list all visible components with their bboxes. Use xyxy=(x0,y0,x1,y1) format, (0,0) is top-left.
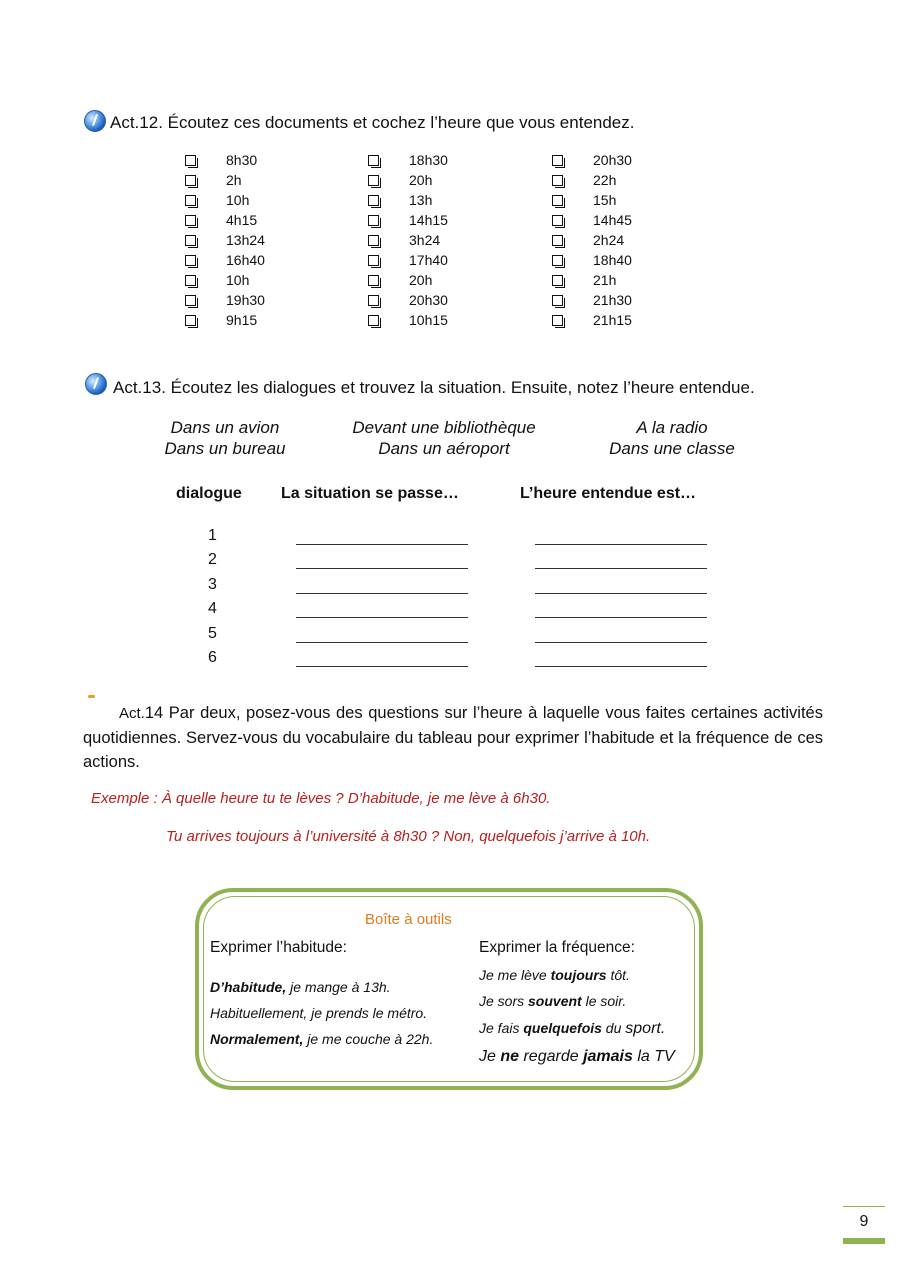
freq-text: tôt. xyxy=(606,967,630,983)
habit-heading: Exprimer l’habitude: xyxy=(210,939,347,956)
time-option[interactable] xyxy=(185,250,265,270)
checkbox[interactable] xyxy=(552,235,563,246)
time-option[interactable] xyxy=(185,170,265,190)
time-label: 20h xyxy=(409,272,433,288)
freq-keyword: jamais xyxy=(583,1048,633,1065)
time-label: 2h xyxy=(226,172,242,188)
situation-option: Dans un aéroport xyxy=(378,439,510,458)
time-option[interactable] xyxy=(552,210,632,230)
frequency-line xyxy=(479,1048,675,1066)
time-label: 16h40 xyxy=(226,252,265,268)
time-option[interactable] xyxy=(552,310,632,330)
habit-keyword: D’habitude, xyxy=(210,979,287,995)
act13-title: Act.13. Écoutez les dialogues et trouvez la situation. Ensuite, notez l’heure entendue. xyxy=(113,378,755,397)
checkbox[interactable] xyxy=(185,295,196,306)
time-label: 22h xyxy=(593,172,617,188)
time-option[interactable] xyxy=(185,190,265,210)
habit-text: je me couche à 22h. xyxy=(303,1031,434,1047)
freq-keyword: ne xyxy=(500,1048,520,1065)
checkbox[interactable] xyxy=(552,215,563,226)
header-time: L’heure entendue est… xyxy=(520,485,697,502)
freq-text: Je sors xyxy=(479,993,529,1009)
situation-answer-line[interactable] xyxy=(296,617,468,618)
freq-keyword: souvent xyxy=(528,993,582,1009)
time-label: 13h24 xyxy=(226,232,265,248)
checkbox[interactable] xyxy=(185,275,196,286)
dialogue-number: 6 xyxy=(208,649,217,666)
time-option[interactable] xyxy=(552,290,632,310)
time-option[interactable] xyxy=(368,170,448,190)
example-1: Exemple : À quelle heure tu te lèves ? D’habitude, je me lève à 6h30. xyxy=(91,790,551,807)
checkbox[interactable] xyxy=(185,215,196,226)
checkbox[interactable] xyxy=(185,155,196,166)
time-option[interactable] xyxy=(552,230,632,250)
checkbox[interactable] xyxy=(552,315,563,326)
situation-option: A la radio xyxy=(636,418,708,437)
time-label: 10h xyxy=(226,192,250,208)
time-option[interactable] xyxy=(368,310,448,330)
checkbox[interactable] xyxy=(552,275,563,286)
act12-column-2 xyxy=(368,150,448,330)
time-label: 14h45 xyxy=(593,212,632,228)
freq-text: le soir. xyxy=(581,993,627,1009)
checkbox[interactable] xyxy=(185,315,196,326)
example-2: Tu arrives toujours à l’université à 8h30 ? Non, quelquefois j’arrive à 10h. xyxy=(166,828,651,845)
freq-text: Je fais xyxy=(479,1020,524,1036)
situation-answer-line[interactable] xyxy=(296,544,468,545)
checkbox[interactable] xyxy=(368,215,379,226)
time-label: 21h15 xyxy=(593,312,632,328)
situation-option: Dans un avion xyxy=(170,418,280,437)
toolbox-title: Boîte à outils xyxy=(365,911,452,928)
checkbox[interactable] xyxy=(368,155,379,166)
time-option[interactable] xyxy=(552,170,632,190)
habit-text: je mange à 13h. xyxy=(286,979,391,995)
time-label: 2h24 xyxy=(593,232,625,248)
header-dialogue: dialogue xyxy=(176,485,242,502)
time-option[interactable] xyxy=(185,310,265,330)
time-label: 17h40 xyxy=(409,252,448,268)
situation-answer-line[interactable] xyxy=(296,642,468,643)
time-label: 10h15 xyxy=(409,312,448,328)
habit-line xyxy=(210,1005,427,1021)
audio-cd-icon xyxy=(84,110,106,132)
time-option[interactable] xyxy=(368,190,448,210)
act14-label: Act. xyxy=(119,705,145,722)
situation-option: Dans un bureau xyxy=(164,439,286,458)
time-option[interactable] xyxy=(368,150,448,170)
time-label: 21h xyxy=(593,272,617,288)
frequency-line xyxy=(479,1020,665,1038)
time-option[interactable] xyxy=(368,270,448,290)
page-number-rule-top xyxy=(843,1206,885,1207)
freq-text: regarde xyxy=(519,1048,584,1065)
checkbox[interactable] xyxy=(368,175,379,186)
habit-text: Habituellement, je prends le métro. xyxy=(210,1005,428,1021)
checkbox[interactable] xyxy=(185,195,196,206)
frequency-line xyxy=(479,993,626,1009)
time-answer-line[interactable] xyxy=(535,617,707,618)
freq-text: sport. xyxy=(625,1020,666,1037)
decorative-mark xyxy=(88,695,95,698)
time-label: 3h24 xyxy=(409,232,441,248)
checkbox[interactable] xyxy=(552,255,563,266)
time-label: 9h15 xyxy=(226,312,258,328)
time-answer-line[interactable] xyxy=(535,544,707,545)
time-label: 18h40 xyxy=(593,252,632,268)
time-label: 15h xyxy=(593,192,617,208)
time-answer-line[interactable] xyxy=(535,642,707,643)
time-option[interactable] xyxy=(185,290,265,310)
time-option[interactable] xyxy=(185,230,265,250)
checkbox[interactable] xyxy=(185,235,196,246)
time-option[interactable] xyxy=(368,230,448,250)
situation-answer-line[interactable] xyxy=(296,568,468,569)
time-label: 20h xyxy=(409,172,433,188)
freq-keyword: toujours xyxy=(550,967,607,983)
dialogue-number: 3 xyxy=(208,575,217,593)
time-option[interactable] xyxy=(552,150,632,170)
dialogue-number: 4 xyxy=(208,600,217,618)
habit-line xyxy=(210,979,391,995)
act12-column-1 xyxy=(185,150,265,330)
checkbox[interactable] xyxy=(368,235,379,246)
time-label: 19h30 xyxy=(226,292,265,308)
time-option[interactable] xyxy=(185,150,265,170)
situation-answer-line[interactable] xyxy=(296,666,468,667)
freq-text: la TV xyxy=(632,1048,675,1065)
habit-keyword: Normalement, xyxy=(210,1031,304,1047)
header-situation: La situation se passe… xyxy=(281,485,459,502)
time-option[interactable] xyxy=(368,290,448,310)
audio-cd-icon xyxy=(85,373,107,395)
freq-text: Je xyxy=(479,1048,501,1065)
time-option[interactable] xyxy=(185,210,265,230)
page-number: 9 xyxy=(859,1213,869,1230)
time-label: 8h30 xyxy=(226,152,258,168)
freq-text: du xyxy=(601,1020,626,1036)
act14-paragraph xyxy=(83,701,823,774)
page-number-rule-bottom xyxy=(843,1238,885,1244)
time-option[interactable] xyxy=(368,250,448,270)
checkbox[interactable] xyxy=(552,195,563,206)
checkbox[interactable] xyxy=(368,315,379,326)
time-option[interactable] xyxy=(185,270,265,290)
checkbox[interactable] xyxy=(185,175,196,186)
time-option[interactable] xyxy=(552,250,632,270)
time-label: 20h30 xyxy=(593,152,632,168)
frequency-line xyxy=(479,967,630,983)
dialogue-number: 5 xyxy=(208,624,217,642)
freq-keyword: quelquefois xyxy=(523,1020,602,1036)
act12-column-3 xyxy=(552,150,632,330)
freq-text: Je me lève xyxy=(479,967,551,983)
time-label: 21h30 xyxy=(593,292,632,308)
act14-text: 14 Par deux, posez-vous des questions sur l’heure à laquelle vous faites certaines activités quotidiennes. Servez-vous du vocabulaire du tableau pour exprimer l’habitude et la fréquence de ces actions. xyxy=(83,704,823,771)
time-option[interactable] xyxy=(368,210,448,230)
dialogue-number: 2 xyxy=(208,551,217,569)
time-label: 10h xyxy=(226,272,250,288)
time-label: 13h xyxy=(409,192,433,208)
time-option[interactable] xyxy=(552,270,632,290)
time-label: 18h30 xyxy=(409,152,448,168)
habit-line xyxy=(210,1031,433,1047)
checkbox[interactable] xyxy=(368,275,379,286)
checkbox[interactable] xyxy=(368,255,379,266)
situation-answer-line[interactable] xyxy=(296,593,468,594)
checkbox[interactable] xyxy=(185,255,196,266)
time-label: 14h15 xyxy=(409,212,448,228)
time-label: 20h30 xyxy=(409,292,448,308)
checkbox[interactable] xyxy=(368,195,379,206)
time-label: 4h15 xyxy=(226,212,258,228)
time-answer-line[interactable] xyxy=(535,666,707,667)
act12-title: Act.12. Écoutez ces documents et cochez l’heure que vous entendez. xyxy=(110,113,635,132)
time-answer-line[interactable] xyxy=(535,593,707,594)
checkbox[interactable] xyxy=(552,295,563,306)
time-option[interactable] xyxy=(552,190,632,210)
frequency-heading: Exprimer la fréquence: xyxy=(479,939,635,956)
dialogue-number: 1 xyxy=(208,527,217,544)
situation-option: Devant une bibliothèque xyxy=(352,418,536,437)
situation-option: Dans une classe xyxy=(609,439,735,458)
checkbox[interactable] xyxy=(552,175,563,186)
checkbox[interactable] xyxy=(552,155,563,166)
checkbox[interactable] xyxy=(368,295,379,306)
time-answer-line[interactable] xyxy=(535,568,707,569)
